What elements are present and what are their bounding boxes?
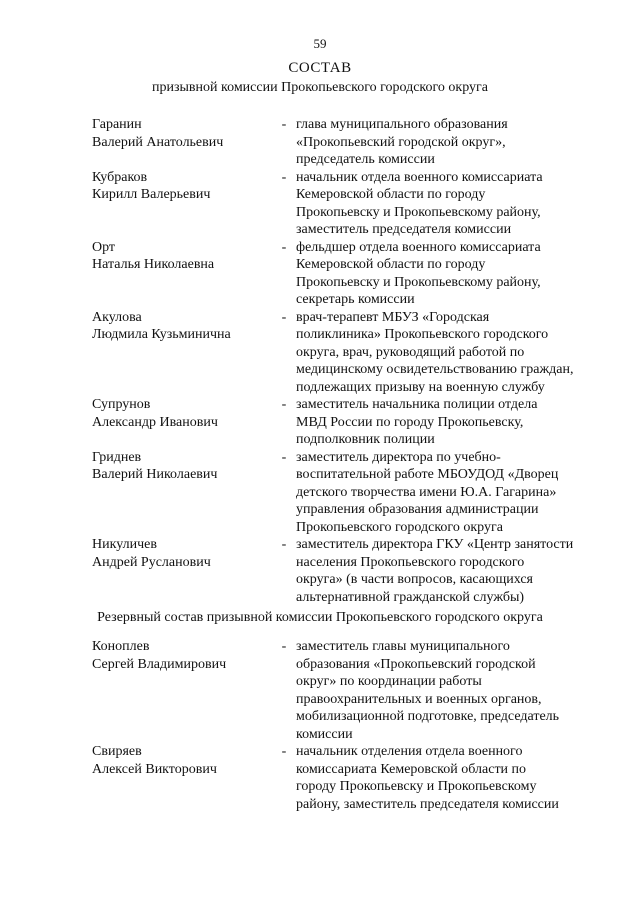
member-given-names: Валерий Николаевич <box>92 467 218 482</box>
dash-separator: - <box>281 397 287 412</box>
member-given-names: Александр Иванович <box>92 414 218 430</box>
member-surname: Акулова <box>92 309 142 325</box>
member-name <box>92 638 272 743</box>
dash-separator: - <box>281 639 287 654</box>
dash-separator: - <box>281 449 287 465</box>
dash-separator: - <box>281 117 287 132</box>
member-role: заместитель начальника полиции отдела МВД России по городу Прокопьевску, подполковник полиции <box>296 397 538 447</box>
member-name <box>92 116 272 169</box>
member-surname: Гриднев <box>92 449 142 465</box>
member-role: глава муниципального образования «Прокопьевский городской округ», председатель комиссии <box>296 117 508 167</box>
member-given-names: Кирилл Валерьевич <box>92 187 211 202</box>
member-entry <box>92 239 612 309</box>
member-entry <box>92 309 612 397</box>
reserve-members-list <box>92 638 612 813</box>
commission-members-list <box>92 116 612 606</box>
member-given-names: Андрей Русланович <box>92 554 211 570</box>
member-name <box>92 743 272 813</box>
member-surname: Никуличев <box>92 537 157 552</box>
document-title: СОСТАВ <box>288 60 352 76</box>
member-surname: Свиряев <box>92 744 142 759</box>
member-entry <box>92 449 612 537</box>
member-role: начальник отделения отдела военного комиссариата Кемеровской области по городу Прокопьевску и Прокопьевскому району, заместитель председателя комиссии <box>296 744 559 812</box>
member-given-names: Сергей Владимирович <box>92 656 227 672</box>
dash-separator: - <box>281 309 287 325</box>
member-entry <box>92 116 612 169</box>
document-subtitle: призывной комиссии Прокопьевского городского округа <box>151 80 488 95</box>
member-surname: Гаранин <box>92 117 142 132</box>
member-entry <box>92 169 612 239</box>
reserve-heading: Резервный состав призывной комиссии Прокопьевского городского округа <box>97 610 543 625</box>
dash-separator: - <box>281 744 287 759</box>
member-given-names: Наталья Николаевна <box>92 257 215 272</box>
member-name <box>92 449 272 537</box>
dash-separator: - <box>281 239 287 255</box>
member-surname: Кубраков <box>92 169 148 185</box>
page-number: 59 <box>313 36 327 51</box>
member-surname: Супрунов <box>92 397 151 412</box>
member-name <box>92 239 272 309</box>
member-entry <box>92 743 612 813</box>
member-role: заместитель главы муниципального образования «Прокопьевский городской округ» по координации работы правоохранительных и военных органов, мобилизационной подготовке, председатель комиссии <box>296 639 560 742</box>
member-given-names: Людмила Кузьминична <box>92 327 231 342</box>
member-given-names: Валерий Анатольевич <box>92 134 224 150</box>
member-name <box>92 396 272 449</box>
member-given-names: Алексей Викторович <box>92 761 217 777</box>
dash-separator: - <box>281 169 287 185</box>
member-entry <box>92 536 612 606</box>
member-role: начальник отдела военного комиссариата Кемеровской области по городу Прокопьевску и Прокопьевскому району, заместитель председателя комиссии <box>296 169 543 237</box>
member-role: заместитель директора ГКУ «Центр занятости населения Прокопьевского городского округа» (в части вопросов, касающихся альтернативной гражданской службы) <box>296 537 574 605</box>
dash-separator: - <box>281 537 287 552</box>
member-surname: Орт <box>92 239 116 255</box>
member-role: фельдшер отдела военного комиссариата Кемеровской области по городу Прокопьевску и Прокопьевскому району, секретарь комиссии <box>296 239 541 307</box>
member-entry <box>92 638 612 743</box>
member-name <box>92 536 272 606</box>
member-role: заместитель директора по учебно- воспитательной работе МБОУДОД «Дворец детского творчества имени Ю.А. Гагарина» управления образования администрации Прокопьевского городского округа <box>296 449 559 535</box>
member-entry <box>92 396 612 449</box>
member-role: врач-терапевт МБУЗ «Городская поликлиника» Прокопьевского городского округа, врач, руководящий работой по медицинскому освидетельствованию граждан, подлежащих призыву на военную службу <box>296 309 574 395</box>
member-name <box>92 309 272 397</box>
member-name <box>92 169 272 239</box>
member-surname: Коноплев <box>92 639 150 654</box>
